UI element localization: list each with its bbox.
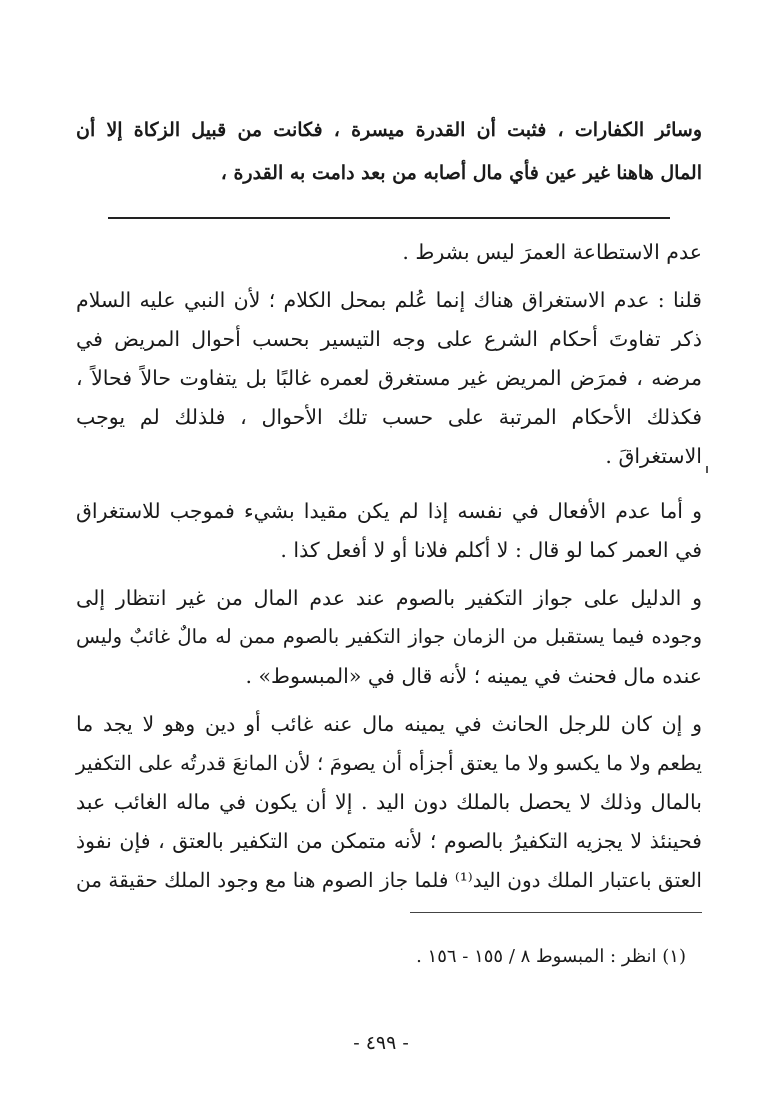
margin-mark bbox=[706, 466, 708, 473]
body-line-15: فحينئذ لا يجزيه التكفيرُ بالصوم ؛ لأنه متمكن من التكفير بالعتق ، فإن نفوذ bbox=[76, 829, 702, 853]
body-line-12: و إن كان للرجل الحانث في يمينه مال عنه غائب أو دين وهو لا يجد ما bbox=[76, 712, 702, 736]
body-line-14: بالمال وذلك لا يحصل بالملك دون اليد . إلا أن يكون في ماله الغائب عبد bbox=[76, 790, 702, 814]
section-divider bbox=[108, 217, 670, 219]
top-line-1: وسائر الكفارات ، فثبت أن القدرة ميسرة ، فكانت من قبيل الزكاة إلا أن bbox=[76, 119, 702, 141]
body-line-8: في العمر كما لو قال : لا أكلم فلانا أو لا أفعل كذا . bbox=[280, 538, 702, 562]
body-line-10: وجوده فيما يستقبل من الزمان جواز التكفير بالصوم ممن له مالٌ غائبٌ وليس bbox=[76, 625, 702, 648]
body-line-4: مرضه ، فمرَض المريض غير مستغرق لعمره غالبًا بل يتفاوت حالاً فحالاً ، bbox=[76, 366, 702, 390]
body-line-13: يطعم ولا ما يكسو ولا ما يعتق أجزأه أن يصومَ ؛ لأن المانعَ قدرتُه على التكفير bbox=[76, 751, 702, 775]
body-line-9: و الدليل على جواز التكفير بالصوم عند عدم المال من غير انتظار إلى bbox=[76, 586, 702, 610]
top-line-2: المال هاهنا غير عين فأي مال أصابه من بعد دامت به القدرة ، bbox=[220, 162, 702, 184]
footnote-divider bbox=[410, 912, 702, 913]
body-line-5: فكذلك الأحكام المرتبة على حسب تلك الأحوال ، فلذلك لم يوجب bbox=[76, 405, 702, 429]
page-number: - ٤٩٩ - bbox=[353, 1032, 409, 1054]
body-line-7: و أما عدم الأفعال في نفسه إذا لم يكن مقيدا بشيء فموجب للاستغراق bbox=[76, 499, 702, 523]
footnote: (١) انظر : المبسوط ٨ / ١٥٥ - ١٥٦ . bbox=[416, 946, 686, 967]
body-line-2: قلنا : عدم الاستغراق هناك إنما عُلم بمحل الكلام ؛ لأن النبي عليه السلام bbox=[76, 288, 702, 312]
body-line-3: ذكر تفاوتَ أحكام الشرع على وجه التيسير بحسب أحوال المريض في bbox=[76, 327, 702, 351]
body-line-11: عنده مال فحنث في يمينه ؛ لأنه قال في «المبسوط» . bbox=[245, 664, 702, 688]
body-line-1: عدم الاستطاعة العمرَ ليس بشرط . bbox=[402, 240, 702, 264]
body-line-6: الاستغراقَ . bbox=[605, 444, 702, 468]
body-line-16: العتق باعتبار الملك دون اليد⁽¹⁾ فلما جاز الصوم هنا مع وجود الملك حقيقة من bbox=[76, 868, 702, 892]
